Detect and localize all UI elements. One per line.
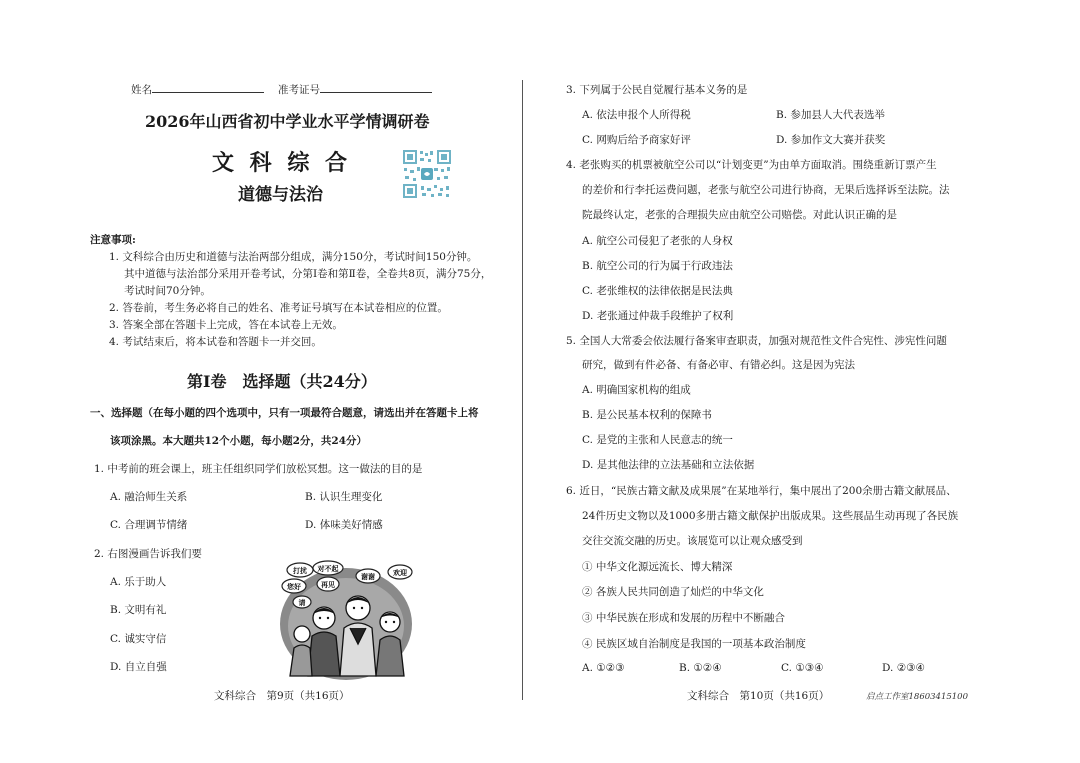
question-6-stem: 24件历史文物以及1000多册古籍文献保护出版成果。这些展品生动再现了各民族 [582, 510, 959, 522]
q5-option-c: C. 是党的主张和人民意志的统一 [582, 434, 733, 446]
q3-option-b: B. 参加县人大代表选举 [776, 109, 885, 121]
question-3-stem: 3. 下列属于公民自觉履行基本义务的是 [566, 84, 748, 96]
q5-option-b: B. 是公民基本权利的保障书 [582, 409, 712, 421]
q6-option-a: A. ①②③ [582, 662, 625, 674]
notice-title: 注意事项: [90, 234, 136, 246]
manners-cartoon-image [278, 556, 418, 682]
q1-option-a: A. 融洽师生关系 [110, 491, 188, 503]
cartoon-word: 请 [298, 599, 306, 607]
q6-statement: ③ 中华民族在形成和发展的历程中不断融合 [582, 612, 785, 624]
q2-option-d: D. 自立自强 [110, 661, 167, 673]
q5-option-a: A. 明确国家机构的组成 [582, 384, 691, 396]
cartoon-word: 您好 [287, 583, 301, 591]
notice-item: 1. 文科综合由历史和道德与法治两部分组成，满分150分，考试时间150分钟。 [109, 251, 478, 263]
q4-option-a: A. 航空公司侵犯了老张的人身权 [582, 235, 733, 247]
q6-statement: ② 各族人民共同创造了灿烂的中华文化 [582, 586, 764, 598]
question-6-stem: 6. 近日，“民族古籍文献及成果展”在某地举行，集中展出了200余册古籍文献展品、 [566, 485, 957, 497]
page-divider [522, 80, 523, 700]
question-1-stem: 1. 中考前的班会课上，班主任组织同学们放松冥想。这一做法的目的是 [94, 463, 423, 475]
q4-option-b: B. 航空公司的行为属于行政违法 [582, 260, 733, 272]
q2-option-c: C. 诚实守信 [110, 633, 167, 645]
exam-id-field: 准考证号 [278, 80, 432, 97]
notice-item: 3. 答案全部在答题卡上完成，答在本试卷上无效。 [109, 319, 343, 331]
notice-item: 2. 答卷前，考生务必将自己的姓名、准考证号填写在本试卷相应的位置。 [109, 302, 448, 314]
exam-title: 2026年山西省初中学业水平学情调研卷 [145, 112, 430, 131]
cartoon-word: 欢迎 [393, 569, 407, 577]
q6-option-c: C. ①③④ [781, 662, 824, 674]
sub-subject-title: 道德与法治 [238, 185, 323, 205]
studio-watermark: 启点工作室18603415100 [866, 692, 968, 702]
q2-option-b: B. 文明有礼 [110, 604, 167, 616]
question-4-stem: 4. 老张购买的机票被航空公司以“计划变更”为由单方面取消。围绕重新订票产生 [566, 159, 937, 171]
q5-option-d: D. 是其他法律的立法基础和立法依据 [582, 459, 755, 471]
name-field: 姓名 [131, 80, 264, 97]
cartoon-word: 再见 [321, 581, 335, 589]
question-4-stem: 院最终认定，老张的合理损失应由航空公司赔偿。对此认识正确的是 [582, 209, 897, 221]
question-5-stem: 研究，做到有件必备、有备必审、有错必纠。这是因为宪法 [582, 359, 855, 371]
q6-statement: ④ 民族区域自治制度是我国的一项基本政治制度 [582, 638, 806, 650]
q3-option-c: C. 网购后给予商家好评 [582, 134, 691, 146]
notice-item: 其中道德与法治部分采用开卷考试，分第Ⅰ卷和第Ⅱ卷，全卷共8页，满分75分， [124, 268, 492, 280]
question-6-stem: 交往交流交融的历史。该展览可以让观众感受到 [582, 535, 803, 547]
section-title: 第Ⅰ卷 选择题（共24分） [187, 372, 377, 391]
cartoon-word: 对不起 [317, 565, 339, 573]
q1-option-d: D. 体味美好情感 [305, 519, 383, 531]
notice-item: 4. 考试结束后，将本试卷和答题卡一并交回。 [109, 336, 322, 348]
q6-option-d: D. ②③④ [882, 662, 925, 674]
section-instruction: 该项涂黑。本大题共12个小题，每小题2分，共24分） [110, 435, 368, 447]
notice-item: 考试时间70分钟。 [124, 285, 211, 297]
q1-option-c: C. 合理调节情绪 [110, 519, 188, 531]
question-5-stem: 5. 全国人大常委会依法履行备案审查职责，加强对规范性文件合宪性、涉宪性问题 [566, 335, 947, 347]
q2-option-a: A. 乐于助人 [110, 576, 167, 588]
q6-option-b: B. ①②④ [679, 662, 722, 674]
footer-right-page-number: 文科综合 第10页（共16页） [687, 690, 830, 702]
footer-left-page-number: 文科综合 第9页（共16页） [214, 690, 350, 702]
question-4-stem: 的差价和行李托运费问题，老张与航空公司进行协商，无果后选择诉至法院。法 [582, 184, 950, 196]
subject-title: 文 科 综 合 [212, 150, 351, 176]
q3-option-a: A. 依法申报个人所得税 [582, 109, 691, 121]
question-2-stem: 2. 右图漫画告诉我们要 [94, 548, 202, 560]
cartoon-word: 谢谢 [361, 573, 375, 581]
q6-statement: ① 中华文化源远流长、博大精深 [582, 561, 733, 573]
q4-option-d: D. 老张通过仲裁手段维护了权利 [582, 310, 734, 322]
qr-code-image [401, 148, 453, 200]
cartoon-word: 打扰 [293, 567, 307, 575]
q4-option-c: C. 老张维权的法律依据是民法典 [582, 285, 733, 297]
section-instruction: 一、选择题（在每小题的四个选项中，只有一项最符合题意，请选出并在答题卡上将 [90, 407, 479, 419]
q3-option-d: D. 参加作文大赛并获奖 [776, 134, 886, 146]
q1-option-b: B. 认识生理变化 [305, 491, 383, 503]
